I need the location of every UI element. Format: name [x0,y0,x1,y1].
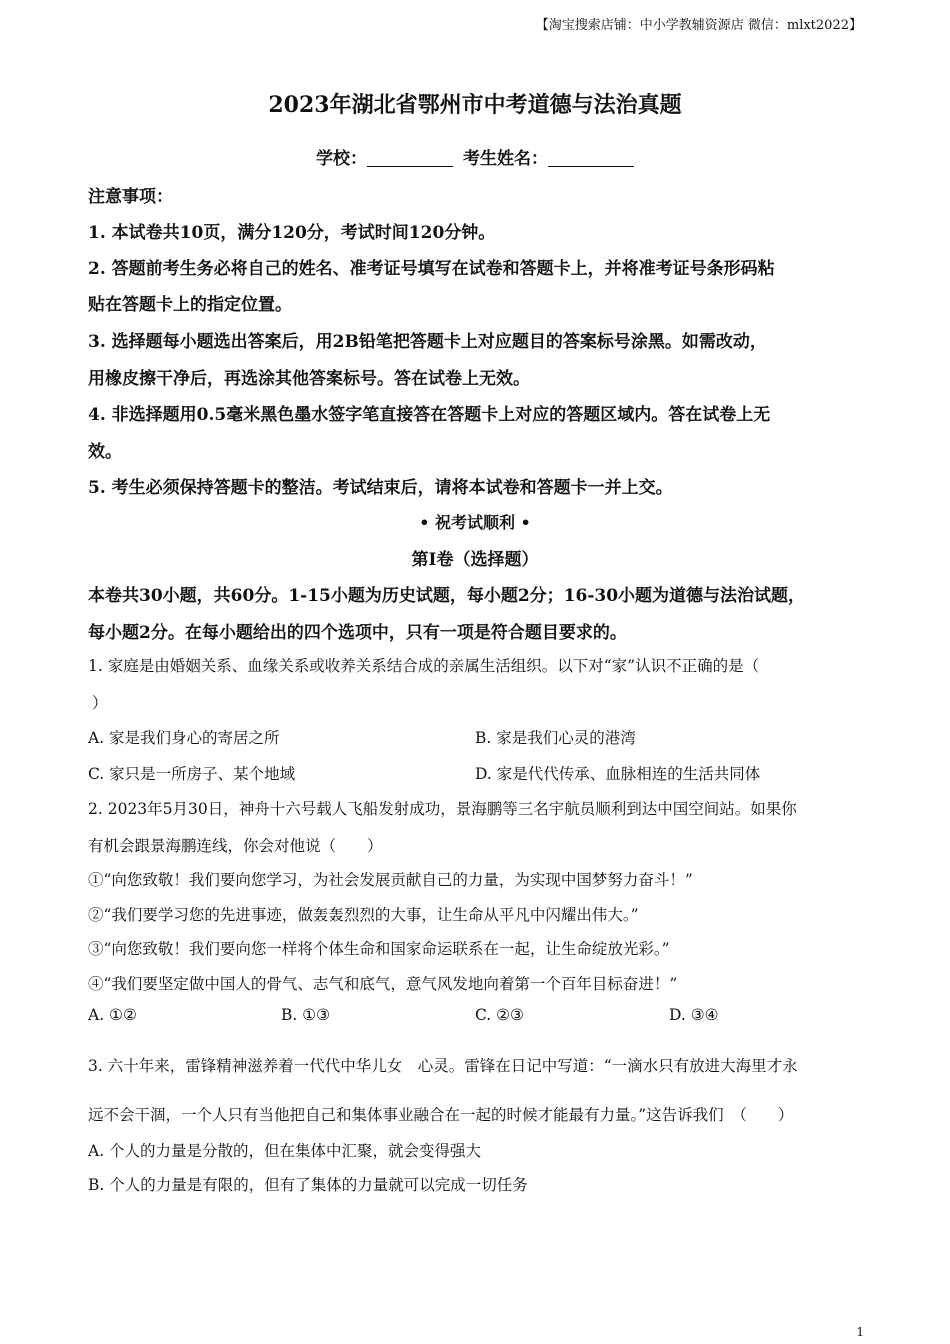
question-1-stem-end: ） [92,694,108,712]
question-1-option-d: D. 家是代代传承、血脉相连的生活共同体 [475,765,761,783]
question-2-item: ①“向您致敬！我们要向您学习，为社会发展贡献自己的力量，为实现中国梦努力奋斗！” [88,871,693,889]
notice-heading: 注意事项： [88,187,173,207]
question-2-stem: 有机会跟景海鹏连线，你会对他说（ ） [88,837,383,855]
school-blank [367,148,453,167]
question-1-option-a: A. 家是我们身心的寄居之所 [88,729,280,747]
question-2-item: ③“向您致敬！我们要向您一样将个体生命和国家命运联系在一起，让生命绽放光彩。” [88,940,670,958]
page-number: 1 [856,1325,864,1339]
notice-line: 用橡皮擦干净后，再选涂其他答案标号。答在试卷上无效。 [88,369,530,389]
section-title: 第Ⅰ卷（选择题） [411,550,539,570]
question-3-stem: 3. 六十年来，雷锋精神滋养着一代代中华儿女 心灵。雷锋在日记中写道：“一滴水只有放进大海里才永 [88,1057,798,1075]
school-name-line [0,144,950,169]
notice-line: 3. 选择题每小题选出答案后，用2B铅笔把答题卡上对应题目的答案标号涂黑。如需改动， [88,332,767,352]
question-3-stem: 远不会干涸，一个人只有当他把自己和集体事业融合在一起的时候才能最有力量。”这告诉我们 （ ） [88,1106,794,1124]
notice-line: 贴在答题卡上的指定位置。 [88,295,292,315]
question-1-stem: 1. 家庭是由婚姻关系、血缘关系或收养关系结合成的亲属生活组织。以下对“家”认识不正确的是（ [88,657,760,675]
question-2-option-d: D. ③④ [669,1006,719,1024]
school-label: 学校： [316,149,367,169]
notice-line: 1. 本试卷共10页，满分120分，考试时间120分钟。 [88,223,496,243]
notice-line: 2. 答题前考生务必将自己的姓名、准考证号填写在试卷和答题卡上，并将准考证号条形码粘 [88,259,775,279]
question-2-stem: 2. 2023年5月30日，神舟十六号载人飞船发射成功，景海鹏等三名宇航员顺利到达中国空间站。如果你 [88,800,797,818]
question-1-option-b: B. 家是我们心灵的港湾 [475,729,636,747]
question-1-option-c: C. 家只是一所房子、某个地域 [88,765,296,783]
wish-line: • 祝考试顺利 • [419,513,531,532]
notice-line: 4. 非选择题用0.5毫米黑色墨水签字笔直接答在答题卡上对应的答题区域内。答在试卷上无 [88,405,771,425]
notice-line: 5. 考生必须保持答题卡的整洁。考试结束后，请将本试卷和答题卡一并上交。 [88,478,673,498]
question-2-option-c: C. ②③ [475,1006,524,1024]
question-2-option-a: A. ①② [88,1006,137,1024]
question-2-item: ②“我们要学习您的先进事迹，做轰轰烈烈的大事，让生命从平凡中闪耀出伟大。” [88,906,639,924]
question-2-option-b: B. ①③ [281,1006,331,1024]
section-description: 每小题2分。在每小题给出的四个选项中，只有一项是符合题目要求的。 [88,623,627,643]
section-description: 本卷共30小题，共60分。1-15小题为历史试题，每小题2分；16-30小题为道德与法治试题， [88,586,806,606]
question-3-option-b: B. 个人的力量是有限的，但有了集体的力量就可以完成一切任务 [88,1176,528,1194]
question-3-option-a: A. 个人的力量是分散的，但在集体中汇聚，就会变得强大 [88,1142,482,1160]
question-2-item: ④“我们要坚定做中国人的骨气、志气和底气，意气风发地向着第一个百年目标奋进！” [88,975,678,993]
name-label: 考生姓名： [463,149,548,169]
page-title: 2023年湖北省鄂州市中考道德与法治真题 [268,92,682,118]
notice-line: 效。 [88,442,122,462]
name-blank [548,148,634,167]
header-note: 【淘宝搜索店铺：中小学教辅资源店 微信：mlxt2022】 [535,18,862,33]
